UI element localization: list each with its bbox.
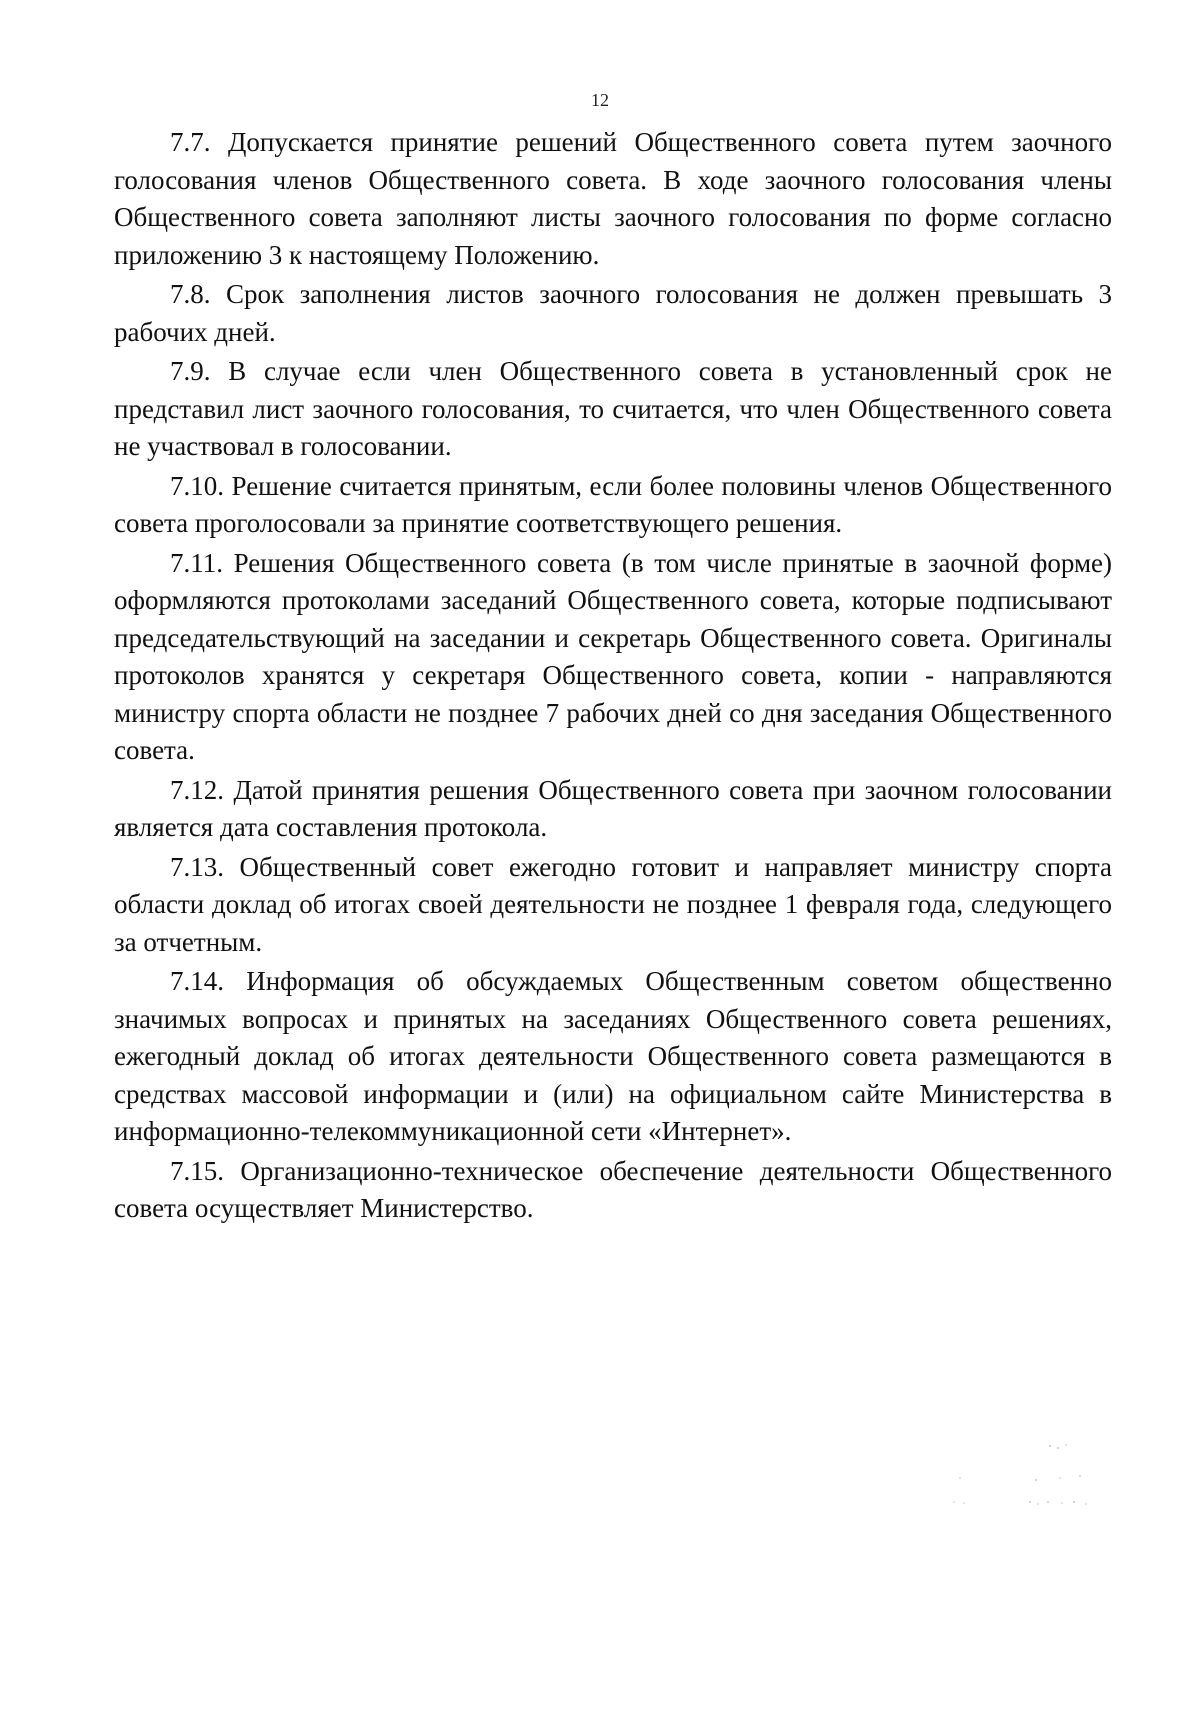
paragraph-7-14: 7.14. Информация об обсуждаемых Общественным советом общественно значимых вопросах и принятых на заседаниях Общественного совета решениях, ежегодный доклад об итогах деятельности Общественного совета размещаются в средствах массовой информации и (или) на официальном сайте Министерства в информационно-телекоммуникационной сети «Интернет». bbox=[114, 966, 1112, 1146]
scan-noise bbox=[940, 1440, 1100, 1510]
page-number: 12 bbox=[591, 90, 609, 110]
paragraph-7-15: 7.15. Организационно-техническое обеспечение деятельности Общественного совета осуществляет Министерство. bbox=[114, 1155, 1112, 1223]
paragraph-7-7: 7.7. Допускается принятие решений Общественного совета путем заочного голосования членов Общественного совета. В ходе заочного голосования члены Общественного совета заполняют листы заочного голосования по форме согласно приложению 3 к настоящему Положению. bbox=[114, 127, 1112, 270]
paragraph-7-8: 7.8. Срок заполнения листов заочного голосования не должен превышать 3 рабочих дней. bbox=[114, 279, 1112, 347]
paragraph-7-13: 7.13. Общественный совет ежегодно готовит и направляет министру спорта области доклад об итогах своей деятельности не позднее 1 февраля года, следующего за отчетным. bbox=[114, 851, 1112, 957]
paragraph-7-10: 7.10. Решение считается принятым, если более половины членов Общественного совета проголосовали за принятие соответствующего решения. bbox=[114, 470, 1112, 538]
document-body bbox=[114, 124, 1112, 1230]
paragraph-7-11: 7.11. Решения Общественного совета (в том числе принятые в заочной форме) оформляются протоколами заседаний Общественного совета, которые подписывают председательствующий на заседании и секретарь Общественного совета. Оригиналы протоколов хранятся у секретаря Общественного совета, копии - направляются министру спорта области не позднее 7 рабочих дней со дня заседания Общественного совета. bbox=[114, 547, 1112, 765]
paragraph-7-12: 7.12. Датой принятия решения Общественного совета при заочном голосовании является дата составления протокола. bbox=[114, 774, 1112, 842]
scan-noise-dots-icon bbox=[940, 1440, 1100, 1510]
paragraph-7-9: 7.9. В случае если член Общественного совета в установленный срок не представил лист заочного голосования, то считается, что член Общественного совета не участвовал в голосовании. bbox=[114, 356, 1112, 461]
